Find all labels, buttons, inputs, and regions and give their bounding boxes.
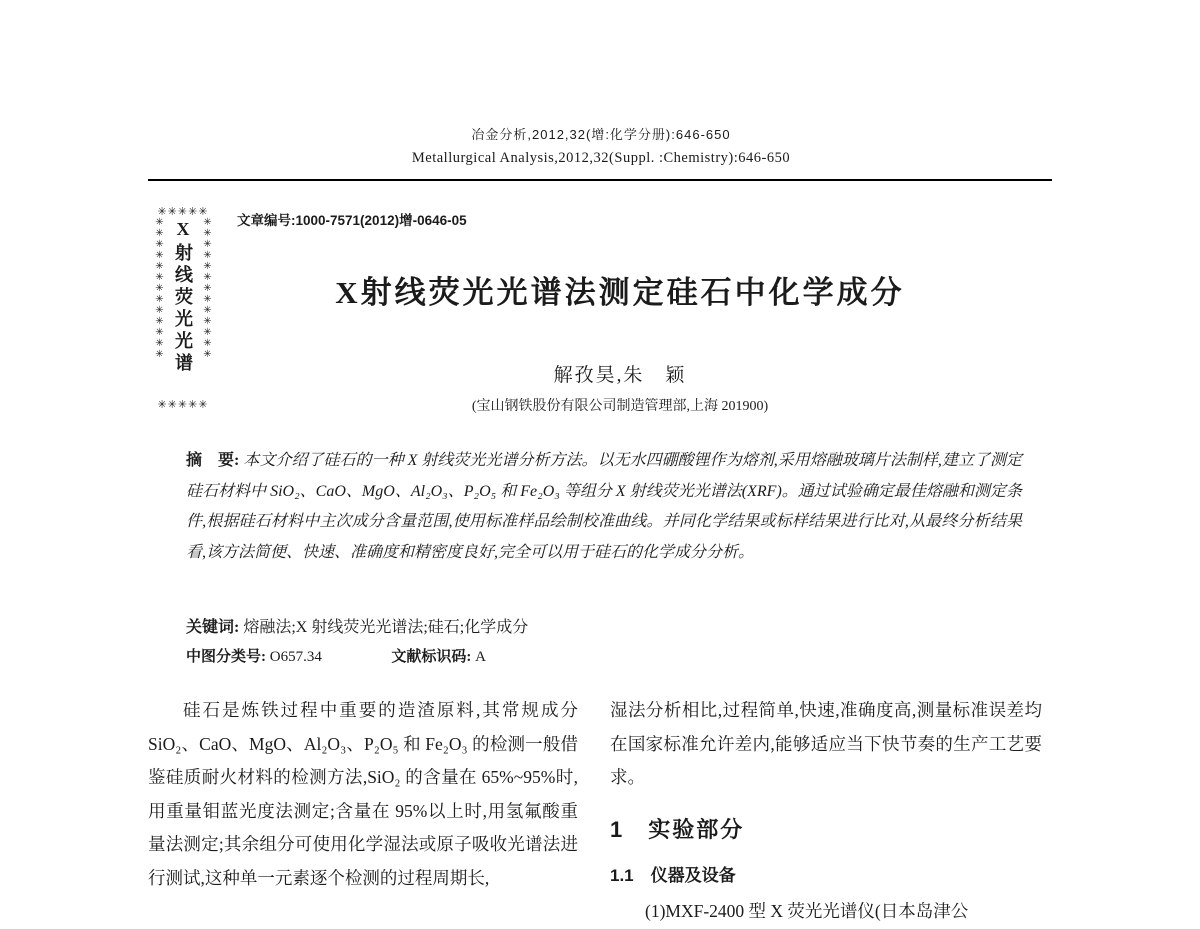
journal-citation-cn: 冶金分析,2012,32(增:化学分册):646-650 [471, 127, 731, 142]
body-paragraph-left: 硅石是炼铁过程中重要的造渣原料,其常规成分 SiO₂、CaO、MgO、Al₂O₃、P₂O₅ 和 Fe₂O₃ 的检测一般借鉴硅质耐火材料的检测方法,SiO₂ 的含量在 65%~95%时,用重量钼蓝光度法测定;含量在 95%以上时,用氢氟酸重量法测定;其余组分可使用化学湿法或原子吸收光谱法进行测试,这种单一元素逐个检测的过程周期长, [148, 700, 578, 888]
clc-value: O657.34 [269, 649, 322, 665]
asterisk-decoration-left: ✳✳✳✳✳✳✳✳✳✳✳✳✳ [154, 217, 165, 360]
clc-label: 中图分类号: [186, 649, 266, 665]
classification-line [186, 645, 1022, 666]
body-right-column [610, 694, 1042, 928]
journal-citation-en: Metallurgical Analysis,2012,32(Suppl. :Chemistry):646-650 [411, 150, 791, 166]
body-paragraph-right-2: (1)MXF-2400 型 X 荧光光谱仪(日本岛津公 [645, 900, 969, 921]
keywords-line [186, 614, 1022, 637]
doc-code-label: 文献标识码: [391, 649, 472, 665]
abstract-label: 摘 要: [186, 452, 240, 469]
asterisk-decoration-right: ✳✳✳✳✳✳✳✳✳✳✳✳✳ [202, 217, 213, 360]
asterisk-decoration-bottom: ✳✳✳✳✳ [157, 398, 209, 411]
asterisk-decoration-top: ✳✳✳✳✳ [157, 205, 209, 218]
abstract-text: 本文介绍了硅石的一种 X 射线荧光光谱分析方法。以无水四硼酸锂作为熔剂,采用熔融玻璃片法制样,建立了测定硅石材料中 SiO₂、CaO、MgO、Al₂O₃、P₂O₅ 和 Fe₂O₃ 等组分 X 射线荧光光谱法(XRF)。通过试验确定最佳熔融和测定条件,根据硅石材料中主次成分含量范围,使用标准样品绘制校准曲线。并同化学结果或标样结果进行比对,从最终分析结果看,该方法简便、快速、准确度和精密度良好,完全可以用于硅石的化学成分分析。 [186, 452, 1023, 561]
doc-code-value: A [475, 649, 486, 665]
authors: 解孜昊,朱 颖 [553, 365, 687, 386]
body-paragraph-right: 湿法分析相比,过程简单,快速,准确度高,测量标准误差均在国家标准允许差内,能够适应当下快节奏的生产工艺要求。 [610, 700, 1042, 787]
abstract-block [186, 446, 1022, 568]
article-number: 文章编号:1000-7571(2012)增-0646-05 [237, 213, 467, 228]
article-title: X射线荧光光谱法测定硅石中化学成分 [335, 275, 905, 310]
section-1-heading: 1 实验部分 [610, 816, 745, 842]
journal-masthead [150, 124, 1052, 167]
affiliation: (宝山钢铁股份有限公司制造管理部,上海 201900) [471, 399, 769, 414]
keywords-label: 关键词: [186, 619, 240, 636]
body-left-column [148, 694, 578, 895]
column-label-text: X射线荧光光谱 [173, 219, 193, 375]
section-1-1-heading: 1.1 仪器及设备 [610, 865, 736, 885]
header-rule [148, 179, 1052, 181]
keywords-text: 熔融法;X 射线荧光光谱法;硅石;化学成分 [243, 619, 529, 636]
